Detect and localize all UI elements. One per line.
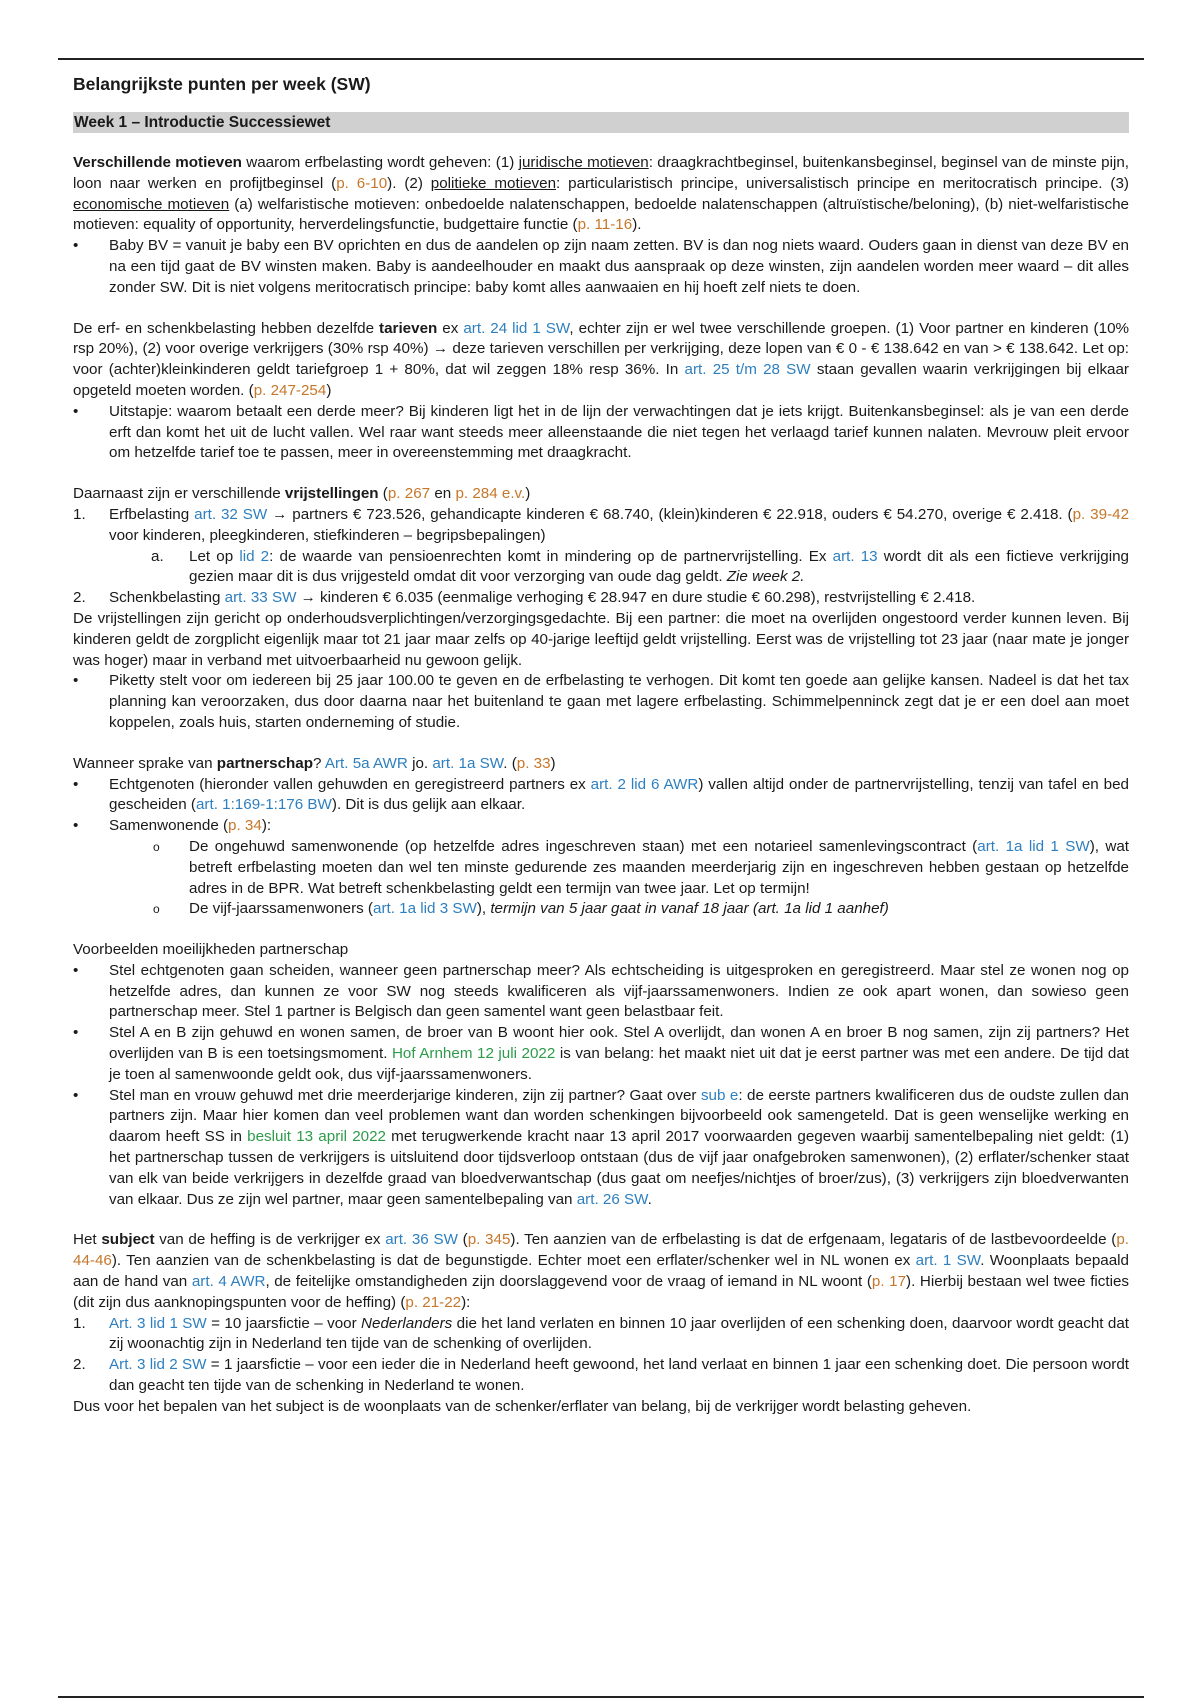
- bullet-list: [73, 961, 1129, 1211]
- list-marker: a.: [151, 547, 164, 565]
- list-marker: 1.: [73, 1314, 86, 1332]
- list-item: • Samenwonende (p. 34): o De ongehuwd samenwonende (op hetzelfde adres ingeschreven staan) met een notarieel samenlevingscontract (art. 1a lid 1 SW), wat betreft erfbelasting moeten dan wel ten minste gedurende zes maanden meerderjarig zijn en ingeschreven hebben gestaan op hetzelfde adres in de BPR. Wat betreft schenkbelasting geldt een termijn van twee jaar. Let op termijn! o De vijf-jaarssamenwoners (art. 1a lid 3 SW), termijn van 5 jaar gaat in vanaf 18 jaar (art. 1a lid 1 aanhef): [73, 816, 1129, 920]
- page-reference: p. 247-254: [253, 381, 327, 399]
- article-reference: Art. 3 lid 2 SW: [109, 1356, 207, 1374]
- top-rule: [58, 58, 1144, 60]
- list-item: • Stel man en vrouw gehuwd met drie meerderjarige kinderen, zijn zij partner? Gaat over sub e: de eerste partners kwalificeren dus de oudste zullen dan partners zijn. Maar hier komen dan veel problemen want dan worden schenkingen bijvoorbeeld ook samengeteld. Dat is geen wenselijke werking en daarom heeft SS in besluit 13 april 2022 met terugwerkende kracht naar 13 april 2017 voorwaarden gegeven waarbij samentelbepaling niet geldt: (1) het partnerschap tussen de verkrijgers is uitsluitend door tijdsverloop ontstaan (dus de vijf jaar onafgebroken samenwonen), (2) erflater/schenker staat van elk van beide verkrijgers in dezelfde graad van bloedverwantschap (dus gaat om neefjes/nichtjes of broer/zus), (3) verkrijgers zijn bloedverwanten van elkaar. Dus ze zijn wel partner, maar geen samentelbepaling van art. 26 SW.: [73, 1086, 1129, 1211]
- text-section: [73, 754, 1129, 920]
- list-item: 2. Schenkbelasting art. 33 SW → kinderen € 6.035 (eenmalige verhoging € 28.947 en dure studie € 60.298), restvrijstelling € 2.418.: [73, 588, 1129, 609]
- bullet-list: [73, 402, 1129, 464]
- page-reference: p. 345: [467, 1231, 511, 1249]
- paragraph: De vrijstellingen zijn gericht op onderhoudsverplichtingen/verzorgingsgedachte. Bij een partner: die moet na overlijden ongestoord verder kunnen leven. Bij kinderen geldt de zorgplicht eigenlijk maar tot 21 jaar maar zelfs op 40-jarige leeftijd geldt vrijstelling. Eerst was de vrijstelling tot 23 jaar (naar mate je jonger was hoger) maar in verband met uitvoerbaarheid nu gewoon gelijk.: [73, 609, 1129, 669]
- bullet-list: [73, 775, 1129, 921]
- underlined-term: economische motieven: [73, 195, 230, 213]
- page-reference: p. 44-46: [73, 1231, 1130, 1270]
- bottom-rule: [58, 1696, 1144, 1698]
- list-item: 1. Art. 3 lid 1 SW = 10 jaarsfictie – voor Nederlanders die het land verlaten en binnen 10 jaar overlijden of een schenking doen, daarvoor wordt geacht dat zij woonachtig zijn in Nederland ten tijde van de schenking of overlijden.: [73, 1314, 1129, 1353]
- page-reference: p. 11-16: [577, 216, 633, 234]
- underlined-term: juridische motieven: [518, 154, 649, 171]
- article-reference: art. 4 AWR: [191, 1273, 266, 1291]
- bold-text: partnerschap: [216, 754, 314, 772]
- week-heading: Week 1 – Introductie Successiewet: [73, 112, 1129, 133]
- paragraph: Het subject van de heffing is de verkrijger ex art. 36 SW (p. 345). Ten aanzien van de erfbelasting is dat de erfgenaam, legataris of de lastbevoordeelde (p. 44-46). Ten aanzien van de schenkbelasting is dat de begunstigde. Echter moet een erflater/schenker wel in NL wonen ex art. 1 SW. Woonplaats bepaald aan de hand van art. 4 AWR, de feitelijke omstandigheden zijn doorslaggevend voor de vraag of iemand in NL woont (p. 17). Hierbij bestaan wel twee ficties (dit zijn dus aanknopingspunten voor de heffing) (p. 21-22):: [73, 1231, 1130, 1311]
- page-reference: p. 267: [387, 485, 431, 503]
- bold-text: subject: [101, 1231, 155, 1249]
- section-gap: [73, 464, 1129, 484]
- list-item: • Piketty stelt voor om iedereen bij 25 jaar 100.00 te geven en de erfbelasting te verhogen. Dit komt ten goede aan gelijke kansen. Nadeel is dat het tax planning kan veroorzaken, dus door daarna naar het buitenland te gaan met lagere erfbelasting. Schimmelpenninck zegt dat je er een doel aan moet koppelen, zoals huis, starten onderneming of studie.: [73, 671, 1129, 733]
- section-gap: [73, 734, 1129, 754]
- text-section: [73, 940, 1129, 1210]
- list-item: • Stel echtgenoten gaan scheiden, wanneer geen partnerschap meer? Als echtscheiding is uitgesproken en geregistreerd. Maar stel ze wonen nog op hetzelfde adres, dan kunnen ze voor SW nog steeds kwalificeren als vijf-jaarssamenwoners. Indien ze ook apart wonen, dan sowieso geen partnerschap meer. Stel 1 partner is Belgisch dan geen samentel want geen belastbaar feit.: [73, 961, 1129, 1023]
- page-reference: p. 21-22: [405, 1293, 462, 1311]
- list-item: • Stel A en B zijn gehuwd en wonen samen, de broer van B woont hier ook. Stel A overlijdt, dan wonen A en broer B nog samen, zijn zij partners? Het overlijden van B is een toetsingsmoment. Hof Arnhem 12 juli 2022 is van belang: het maakt niet uit dat je eerst partner was met een andere. De tijd dat je toen al samenwoonde geldt ook, dus vijf-jaarssamenwoners.: [73, 1023, 1129, 1085]
- article-reference: art. 32 SW: [194, 505, 268, 523]
- list-marker: 2.: [73, 589, 86, 607]
- page-reference: p. 34: [228, 817, 262, 835]
- sections-container: [73, 153, 1129, 1418]
- paragraph: Wanneer sprake van partnerschap? Art. 5a AWR jo. art. 1a SW. (p. 33): [73, 754, 556, 772]
- numbered-list: [73, 505, 1129, 609]
- paragraph: Dus voor het bepalen van het subject is de woonplaats van de schenker/erflater van belang, bij de verkrijger wordt belasting geheven.: [73, 1397, 972, 1415]
- list-item: • Uitstapje: waarom betaalt een derde meer? Bij kinderen ligt het in de lijn der verwachtingen dat je iets krijgt. Buitenkansbeginsel: als je van een derde erft dan komt het uit de lucht vallen. Wel raar want steeds meer alleenstaande die niet tegen het verlaagd tarief kunnen nalaten. Mevrouw pleit ervoor om hetzelfde tarief toe te passen, meer in overeenstemming met draagkracht.: [73, 402, 1129, 464]
- italic-text: termijn van 5 jaar gaat in vanaf 18 jaar (art. 1a lid 1 aanhef): [490, 900, 889, 918]
- list-item: a. Let op lid 2: de waarde van pensioenrechten komt in mindering op de partnervrijstelling. Ex art. 13 wordt dit als een fictieve verkrijging gezien maar dit is dus vrijgesteld omdat dit voor verzorging van oude dag geldt. Zie week 2.: [151, 547, 1129, 586]
- paragraph: Daarnaast zijn er verschillende vrijstellingen (p. 267 en p. 284 e.v.): [73, 485, 531, 503]
- document-title: Belangrijkste punten per week (SW): [73, 74, 371, 94]
- article-reference: art. 33 SW: [224, 589, 297, 607]
- document-body: [73, 72, 1129, 1418]
- text-section: [73, 1230, 1129, 1417]
- list-marker: 2.: [73, 1356, 86, 1374]
- article-reference: art. 26 SW: [576, 1190, 648, 1208]
- numbered-list: [109, 547, 1129, 589]
- article-reference: art. 1a lid 3 SW: [373, 900, 477, 918]
- list-marker: 1.: [73, 505, 86, 523]
- article-reference: art. 1 SW: [915, 1252, 981, 1270]
- article-reference: art. 2 lid 6 AWR: [590, 775, 699, 793]
- page-reference: p. 33: [516, 754, 551, 772]
- numbered-list: [73, 1314, 1129, 1397]
- page-reference: p. 6-10: [336, 174, 388, 192]
- article-reference: art. 1a lid 1 SW: [977, 837, 1090, 855]
- paragraph: De erf- en schenkbelasting hebben dezelfde tarieven ex art. 24 lid 1 SW, echter zijn er wel twee verschillende groepen. (1) Voor partner en kinderen (10% rsp 20%), (2) voor overige verkrijgers (30% rsp 40%) → deze tarieven verschillen per verkrijging, deze lopen van € 0 - € 138.642 en van > € 138.642. Let op: voor (achter)kleinkinderen geldt tariefgroep 1 + 80%, dat wil zeggen 18% resp 36%. In art. 25 t/m 28 SW staan gevallen waarin verkrijgingen bij elkaar opgeteld moeten worden. (p. 247-254): [73, 319, 1130, 399]
- section-gap: [73, 299, 1129, 319]
- article-reference: sub e: [700, 1086, 739, 1104]
- section-gap: [73, 1210, 1129, 1230]
- bold-text: Verschillende motieven: [73, 154, 242, 171]
- list-item: o De ongehuwd samenwonende (op hetzelfde adres ingeschreven staan) met een notarieel samenlevingscontract (art. 1a lid 1 SW), wat betreft erfbelasting moeten dan wel ten minste gedurende zes maanden meerderjarig zijn en ingeschreven hebben gestaan op hetzelfde adres in de BPR. Wat betreft schenkbelasting geldt een termijn van twee jaar. Let op termijn!: [109, 837, 1129, 899]
- page-reference: p. 17: [871, 1273, 907, 1291]
- case-reference: Hof Arnhem 12 juli 2022: [391, 1045, 556, 1063]
- article-reference: art. 13: [832, 547, 878, 565]
- text-section: [73, 319, 1129, 465]
- list-item: • Echtgenoten (hieronder vallen gehuwden en geregistreerd partners ex art. 2 lid 6 AWR) vallen altijd onder de partnervrijstelling, tenzij van tafel en bed gescheiden (art. 1:169-1:176 BW). Dit is dus gelijk aan elkaar.: [73, 775, 1129, 817]
- list-item: 1. Erfbelasting art. 32 SW → partners € 723.526, gehandicapte kinderen € 68.740, (klein)kinderen € 22.918, ouders € 54.270, overige € 2.418. (p. 39-42 voor kinderen, pleegkinderen, stiefkinderen – begripsbepalingen) a. Let op lid 2: de waarde van pensioenrechten komt in mindering op de partnervrijstelling. Ex art. 13 wordt dit als een fictieve verkrijging gezien maar dit is dus vrijgesteld omdat dit voor verzorging van oude dag geldt. Zie week 2.: [73, 505, 1129, 588]
- section-gap: [73, 920, 1129, 940]
- article-reference: lid 2: [239, 547, 270, 565]
- list-item: 2. Art. 3 lid 2 SW = 1 jaarsfictie – voor een ieder die in Nederland heeft gewoond, het land verlaat en binnen 1 jaar een schenking doet. Die persoon wordt dan geacht ten tijde van de schenking in Nederland te wonen.: [73, 1356, 1129, 1395]
- article-reference: art. 25 t/m 28 SW: [684, 361, 811, 379]
- bold-text: vrijstellingen: [284, 485, 379, 503]
- bold-text: tarieven: [379, 319, 438, 337]
- article-reference: Art. 3 lid 1 SW: [109, 1314, 207, 1332]
- bullet-list: [109, 837, 1129, 920]
- paragraph: Voorbeelden moeilijkheden partnerschap: [73, 941, 349, 959]
- article-reference: art. 1:169-1:176 BW: [195, 796, 332, 814]
- italic-text: Zie week 2.: [726, 568, 805, 586]
- paragraph: Verschillende motieven waarom erfbelasting wordt geheven: (1) juridische motieven: draagkrachtbeginsel, buitenkansbeginsel, beginsel van de minste pijn, loon naar werken en profijtbeginsel (p. 6-10). (2) politieke motieven: particularistisch principe, universalistisch principe en meritocratisch principe. (3) economische motieven (a) welfaristische motieven: onbedoelde nalatenschappen, bedoelde nalatenschappen (altruïstische/beloning), (b) niet-welfaristische motieven: equality of opportunity, herverdelingsfunctie, budgettaire functie (p. 11-16).: [73, 154, 1130, 234]
- page-reference: p. 284 e.v.: [455, 485, 526, 503]
- page-reference: p. 39-42: [1072, 505, 1130, 523]
- text-section: [73, 484, 1129, 734]
- article-reference: art. 36 SW: [385, 1231, 458, 1249]
- list-item: o De vijf-jaarssamenwoners (art. 1a lid 3 SW), termijn van 5 jaar gaat in vanaf 18 jaar (art. 1a lid 1 aanhef): [109, 899, 1129, 920]
- italic-text: Nederlanders: [361, 1314, 453, 1332]
- bullet-list: [73, 671, 1129, 733]
- text-section: [73, 153, 1129, 299]
- article-reference: art. 1a SW: [432, 754, 504, 772]
- list-item: • Baby BV = vanuit je baby een BV oprichten en dus de aandelen op zijn naam zetten. BV is dan nog niets waard. Ouders gaan in dienst van deze BV en na een tijd gaat de BV winsten maken. Baby is aandeelhouder en maakt dus aanspraak op deze winsten, zijn aandelen worden meer waard – dit alles zonder SW. Dit is niet volgens meritocratisch principe: baby komt alles aanwaaien en hij hoeft zelf niets te doen.: [73, 236, 1129, 298]
- bullet-list: [73, 236, 1129, 298]
- case-reference: besluit 13 april 2022: [247, 1128, 386, 1146]
- article-reference: art. 24 lid 1 SW: [463, 319, 570, 337]
- article-reference: Art. 5a AWR: [324, 754, 408, 772]
- underlined-term: politieke motieven: [430, 174, 557, 192]
